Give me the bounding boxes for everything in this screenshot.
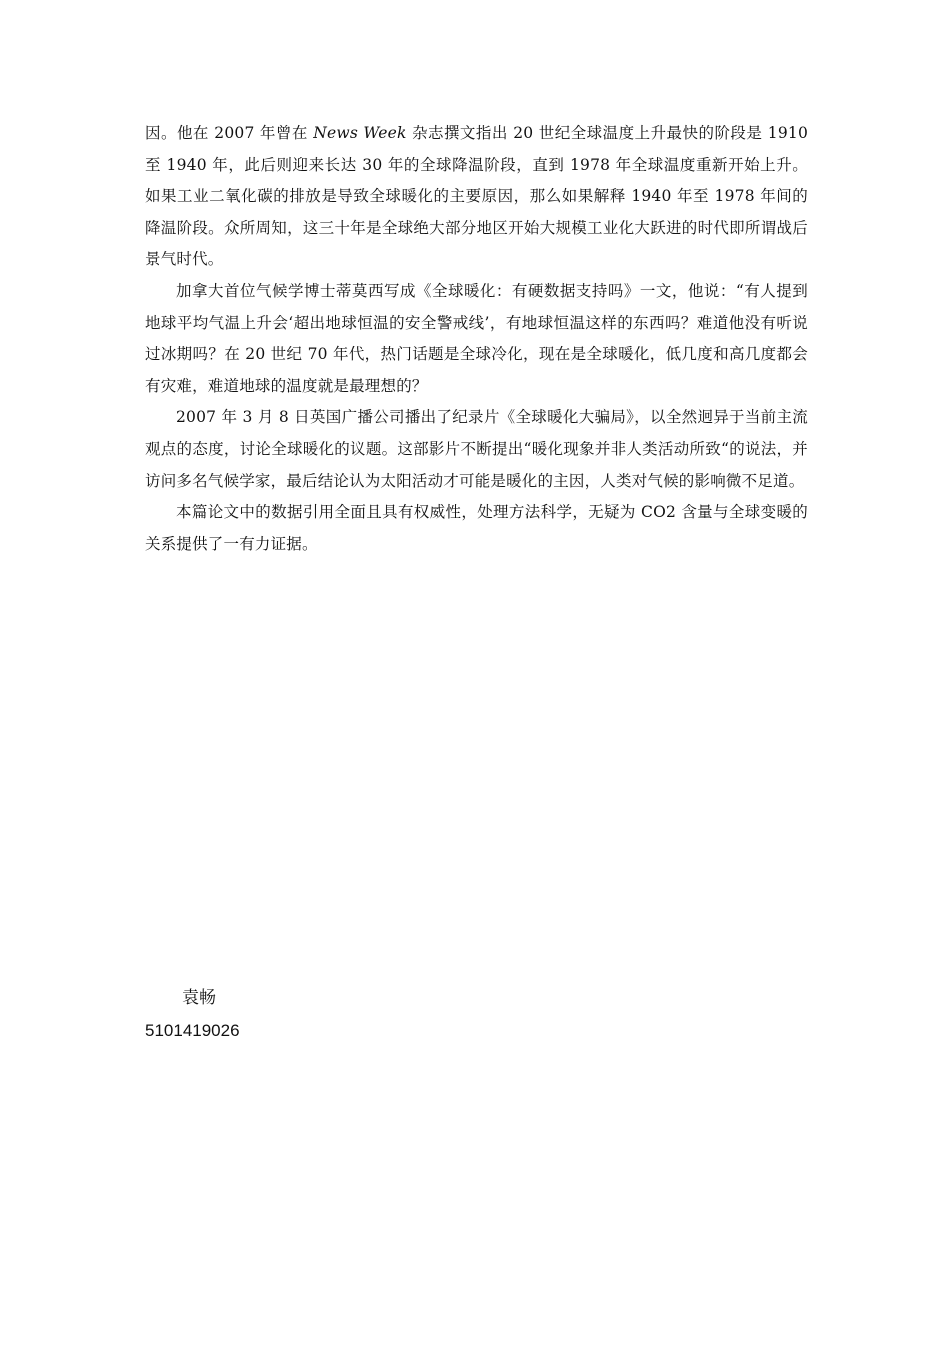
- document-body: [145, 118, 808, 560]
- paragraph-1: [145, 118, 808, 276]
- magazine-name: News Week: [313, 124, 407, 142]
- student-id: 5101419026: [145, 1021, 240, 1040]
- paragraph-3: 2007 年 3 月 8 日英国广播公司播出了纪录片《全球暖化大骗局》，以全然迥异于当前主流观点的态度，讨论全球暖化的议题。这部影片不断提出“暖化现象并非人类活动所致“的说法，并访问多名气候学家，最后结论认为太阳活动才可能是暖化的主因，人类对气候的影响微不足道。: [145, 408, 808, 490]
- paragraph-1-text-before: 因。他在 2007 年曾在: [145, 124, 314, 142]
- paragraph-4: 本篇论文中的数据引用全面且具有权威性，处理方法科学，无疑为 CO2 含量与全球变暖的关系提供了一有力证据。: [145, 503, 808, 553]
- paragraph-2: 加拿大首位气候学博士蒂莫西写成《全球暖化：有硬数据支持吗》一文，他说：“有人提到地球平均气温上升会‘超出地球恒温的安全警戒线’，有地球恒温这样的东西吗？难道他没有听说过冰期吗？在 20 世纪 70 年代，热门话题是全球冷化，现在是全球暖化，低几度和高几度都会有灾难，难道地球的温度就是最理想的？: [145, 281, 808, 395]
- paragraph-1-text-after: 杂志撰文指出 20 世纪全球温度上升最快的阶段是 1910 至 1940 年，此后则迎来长达 30 年的全球降温阶段，直到 1978 年全球温度重新开始上升。如果工业二氧化碳的排放是导致全球暖化的主要原因，那么如果解释 1940 年至 1978 年间的降温阶段。众所周知，这三十年是全球绝大部分地区开始大规模工业化大跃进的时代即所谓战后景气时代。: [145, 124, 809, 269]
- author-name: 袁畅: [182, 988, 216, 1008]
